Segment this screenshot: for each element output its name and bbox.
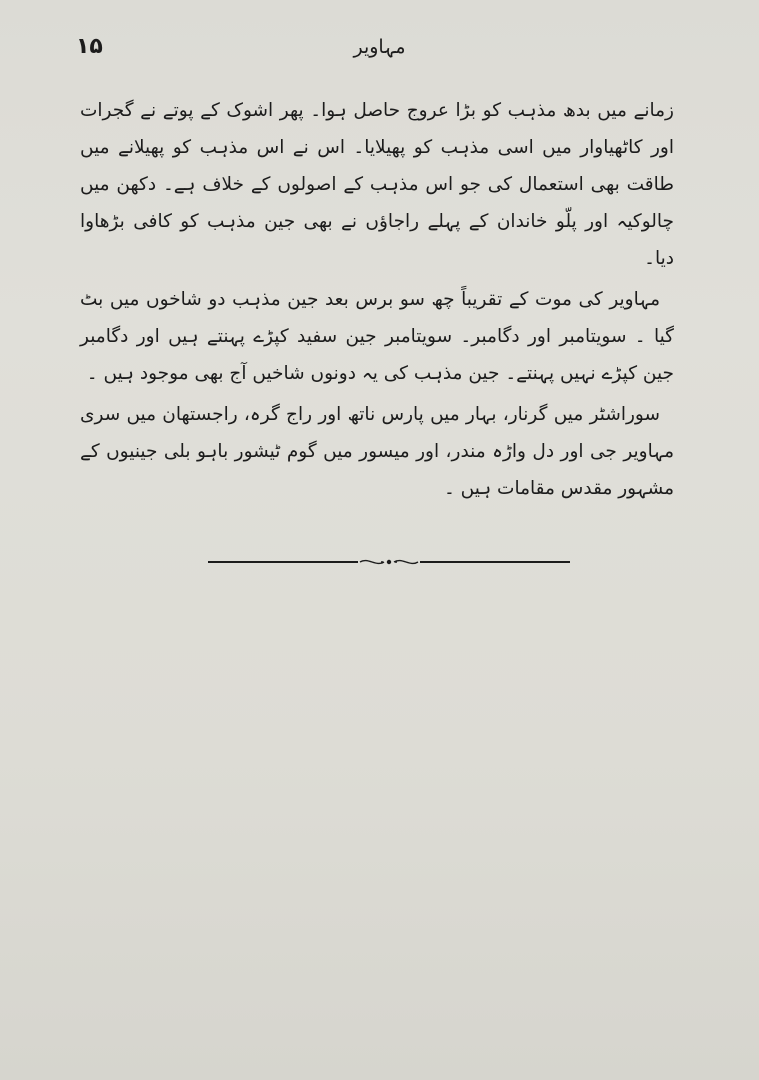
divider-line-left [208, 561, 358, 563]
paragraph-3: سوراشٹر میں گرنار، بہار میں پارس ناتھ اور راج گرہ، راجستھان میں سری مہاویر جی اور دل واڑہ مندر، اور میسور میں گوم ٹیشور باہو بلی جینیوں کے مشہور مقدس مقامات ہیں ۔ [80, 404, 674, 499]
running-title: مہاویر [353, 36, 406, 58]
divider-line-right [420, 561, 570, 563]
section-divider [208, 555, 570, 569]
body-text [80, 92, 674, 511]
divider-ornament-icon [358, 555, 420, 569]
page-number: ۱۵ [76, 34, 103, 59]
paragraph-1: زمانے میں بدھ مذہب کو بڑا عروج حاصل ہوا۔ پھر اشوک کے پوتے نے گجرات اور کاٹھیاوار میں اسی مذہب کو پھیلایا۔ اس نے اس مذہب کو پھیلانے میں طاقت بھی استعمال کی جو اس مذہب کے اصولوں کے خلاف ہے۔ دکھن میں چالوکیہ اور پلّو خاندان کے پہلے راجاؤں نے بھی جین مذہب کو کافی بڑھاوا دیا۔ [80, 100, 674, 269]
paragraph-2: مہاویر کی موت کے تقریباً چھ سو برس بعد جین مذہب دو شاخوں میں بٹ گیا ۔ سویتامبر اور دگامبر۔ سویتامبر جین سفید کپڑے پہنتے ہیں اور دگامبر جین کپڑے نہیں پہنتے۔ جین مذہب کی یہ دونوں شاخیں آج بھی موجود ہیں ۔ [80, 289, 674, 384]
